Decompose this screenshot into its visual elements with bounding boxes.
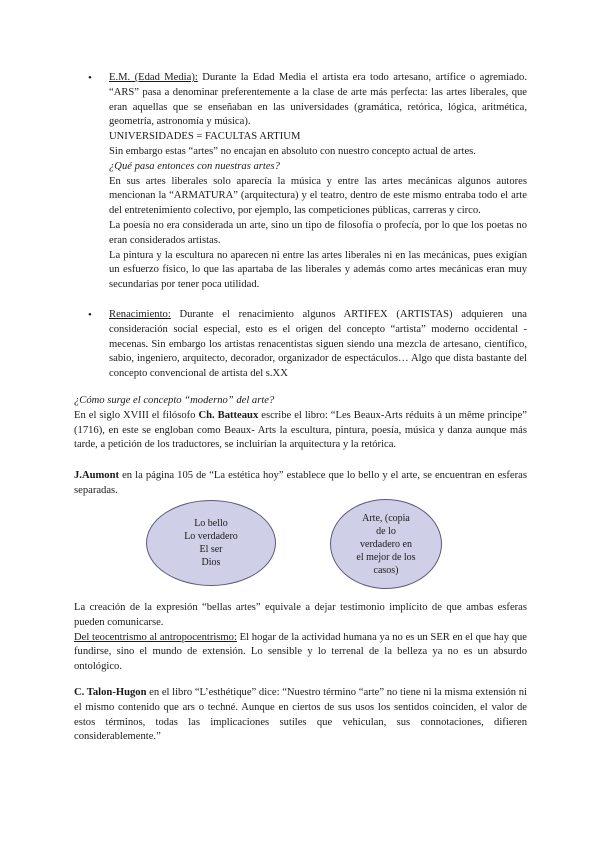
- sphere-arte: [330, 499, 442, 589]
- bullet-edad-media: •: [88, 72, 92, 84]
- section-renacimiento: [109, 308, 527, 382]
- aumont-author: J.Aumont: [74, 470, 120, 481]
- section-concepto-moderno: [74, 394, 527, 453]
- teocentrismo-text: Del teocentrismo al antropocentrismo: El hogar de la actividad humana ya no es un SER en el que hay que fundirse, sino el mundo de extensión. Lo sensible y lo terrenal de la belleza ya no es un absurdo ontológico.: [74, 631, 528, 673]
- sphere-arte-text: Arte, (copia de lo verdadero en el mejor de los casos): [356, 512, 416, 576]
- edad-media-p2: Sin embargo estas “artes” no encajan en absoluto con nuestro concepto actual de artes.: [109, 145, 476, 157]
- section-talon-hugon: [74, 686, 527, 745]
- universidades-formula: UNIVERSIDADES = FACULTAS ARTIUM: [109, 131, 301, 143]
- talon-hugon-text: C. Talon-Hugon en el libro “L’esthétique” dice: “Nuestro término “arte” no tiene ni la misma extensión ni el mismo contenido que ars o techné. Aunque en ciertos de sus usos los sentidos coinciden, el valor de estos términos, todas las implicaciones sutiles que vehiculan, sus connotaciones, difieren considerablemente.”: [74, 687, 527, 743]
- edad-media-p4: La poesía no era considerada un arte, sino un tipo de filosofía o profecía, por lo que los poetas no eran considerados artistas.: [109, 219, 527, 246]
- edad-media-intro: E.M. (Edad Media): Durante la Edad Media el artista era todo artesano, artífice o agremiado. “ARS” pasa a denominar preferentemente a la clase de arte más perfecta: las artes liberales, que eran aquellas que se enseñaban en las universidades (gramática, retórica, lógica, aritmética, geometría, astronomía y música).: [109, 72, 527, 128]
- renacimiento-text: Renacimiento: Durante el renacimiento algunos ARTIFEX (ARTISTAS) adquieren una consideración social especial, esto es el origen del concepto “artista” moderno occidental - mecenas. Sin embargo los artistas renacentistas siguen siendo una mezcla de artesano, científico, sabio, ingeniero, arquitecto, decorador, organizador de espectáculos… Algo que dista bastante del concepto convencional de artista del s.XX: [109, 309, 527, 380]
- renacimiento-heading: Renacimiento:: [109, 309, 171, 320]
- talon-hugon-author: C. Talon-Hugon: [74, 687, 147, 698]
- batteaux-text: En el siglo XVIII el filósofo Ch. Batteaux escribe el libro: “Les Beaux-Arts réduits à un même principe” (1716), en este se engloban como Beaux- Arts la escultura, pintura, poesía, música y danza aunque más tarde, a petición de los traductores, se incluirían la arquitectura y la retórica.: [74, 409, 527, 451]
- edad-media-p5: La pintura y la escultura no aparecen ni entre las artes liberales ni en las mecánicas, pues exigían un esfuerzo físico, lo que las apartaba de las liberales y además como artes mecánicas eran muy secundarias por tener poca utilidad.: [109, 249, 527, 291]
- concepto-moderno-question: ¿Cómo surge el concepto “moderno” del arte?: [74, 395, 275, 406]
- section-bellas-artes: [74, 601, 527, 675]
- sphere-bello: [146, 500, 276, 586]
- sphere-bello-text: Lo bello Lo verdadero El ser Dios: [184, 518, 238, 568]
- bellas-artes-text: La creación de la expresión “bellas artes” equivale a dejar testimonio implícito de que ambas esferas pueden comunicarse.: [74, 602, 527, 628]
- section-aumont: [74, 469, 527, 499]
- aumont-text: J.Aumont en la página 105 de “La estética hoy” establece que lo bello y el arte, se encuentran en esferas separadas.: [74, 470, 527, 496]
- edad-media-heading: E.M. (Edad Media):: [109, 72, 198, 83]
- edad-media-p3: En sus artes liberales solo aparecía la música y entre las artes mecánicas algunos autores mencionan la “ARMATURA” (arquitectura) y el teatro, dentro de este mismo entraba todo el arte del entretenimiento colectivo, por ejemplo, las competiciones públicas, carreras y circo.: [109, 175, 527, 217]
- bullet-renacimiento: •: [88, 309, 92, 321]
- batteaux-author: Ch. Batteaux: [198, 409, 259, 421]
- section-edad-media: [109, 71, 527, 293]
- teocentrismo-heading: Del teocentrismo al antropocentrismo:: [74, 631, 237, 643]
- edad-media-question: ¿Qué pasa entonces con nuestras artes?: [109, 160, 280, 172]
